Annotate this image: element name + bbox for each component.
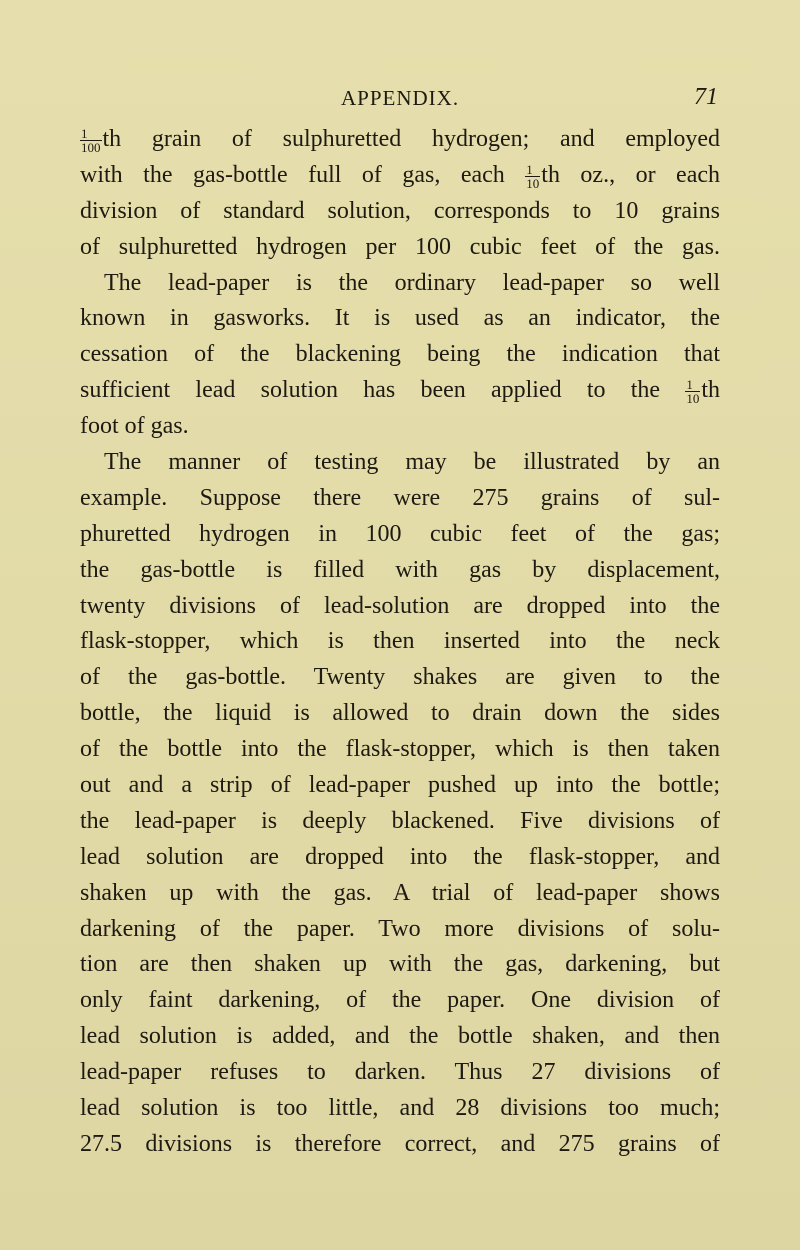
text-line: division of standard solution, corresponds to 10 grains [80, 197, 720, 224]
text-line: The lead-paper is the ordinary lead-paper so well [104, 269, 720, 296]
text-line: $\frac{1}{100}$ th grain of sulphuretted hydrogen; and employed [81, 125, 720, 155]
fraction: $\frac{1}{10}$ [526, 161, 540, 191]
fraction: $\frac{1}{100}$ [81, 125, 101, 155]
running-head: APPENDIX. [341, 86, 460, 110]
text-line: 27.5 divisions is therefore correct, and 275 grains of [80, 1130, 720, 1157]
text-line: darkening of the paper. Two more divisions of solu- [80, 915, 720, 942]
text-line: cessation of the blackening being the indication that [80, 341, 720, 368]
fraction: $\frac{1}{10}$ [686, 377, 700, 407]
text-line: lead solution is added, and the bottle shaken, and then [80, 1023, 720, 1050]
text-line: the lead-paper is deeply blackened. Five divisions of [80, 807, 720, 834]
text-line: shaken up with the gas. A trial of lead-paper shows [80, 879, 720, 906]
text-line: foot of gas. [80, 413, 189, 440]
text-line: example. Suppose there were 275 grains of sul- [80, 484, 720, 511]
text-line: bottle, the liquid is allowed to drain down the sides [80, 700, 720, 727]
text-line: lead-paper refuses to darken. Thus 27 divisions of [80, 1059, 720, 1086]
text-line: known in gasworks. It is used as an indicator, the [80, 305, 720, 332]
text-line: flask-stopper, which is then inserted into the neck [80, 628, 720, 655]
text-line: with the gas-bottle full of gas, each $\frac{1}{10}$ th oz., or each [80, 161, 720, 191]
text-line: lead solution are dropped into the flask-stopper, and [80, 843, 720, 870]
text-line: only faint darkening, of the paper. One division of [80, 987, 720, 1014]
text-line: out and a strip of lead-paper pushed up into the bottle; [80, 772, 720, 799]
text-line: of sulphuretted hydrogen per 100 cubic feet of the gas. [80, 233, 720, 260]
page-header [0, 84, 800, 118]
text-line: of the gas-bottle. Twenty shakes are given to the [80, 664, 720, 691]
body-text [80, 122, 720, 1163]
text-line: twenty divisions of lead-solution are dropped into the [80, 592, 720, 619]
page-number: 71 [694, 84, 718, 110]
text-line: phuretted hydrogen in 100 cubic feet of the gas; [80, 520, 720, 547]
text-line: lead solution is too little, and 28 divisions too much; [80, 1095, 720, 1122]
text-line: The manner of testing may be illustrated by an [104, 449, 720, 476]
text-line: sufficient lead solution has been applied to the $\frac{1}{10}$ th [80, 377, 720, 407]
text-line: tion are then shaken up with the gas, darkening, but [80, 951, 720, 978]
text-line: of the bottle into the flask-stopper, which is then taken [80, 736, 720, 763]
text-line: the gas-bottle is filled with gas by displacement, [80, 556, 720, 583]
